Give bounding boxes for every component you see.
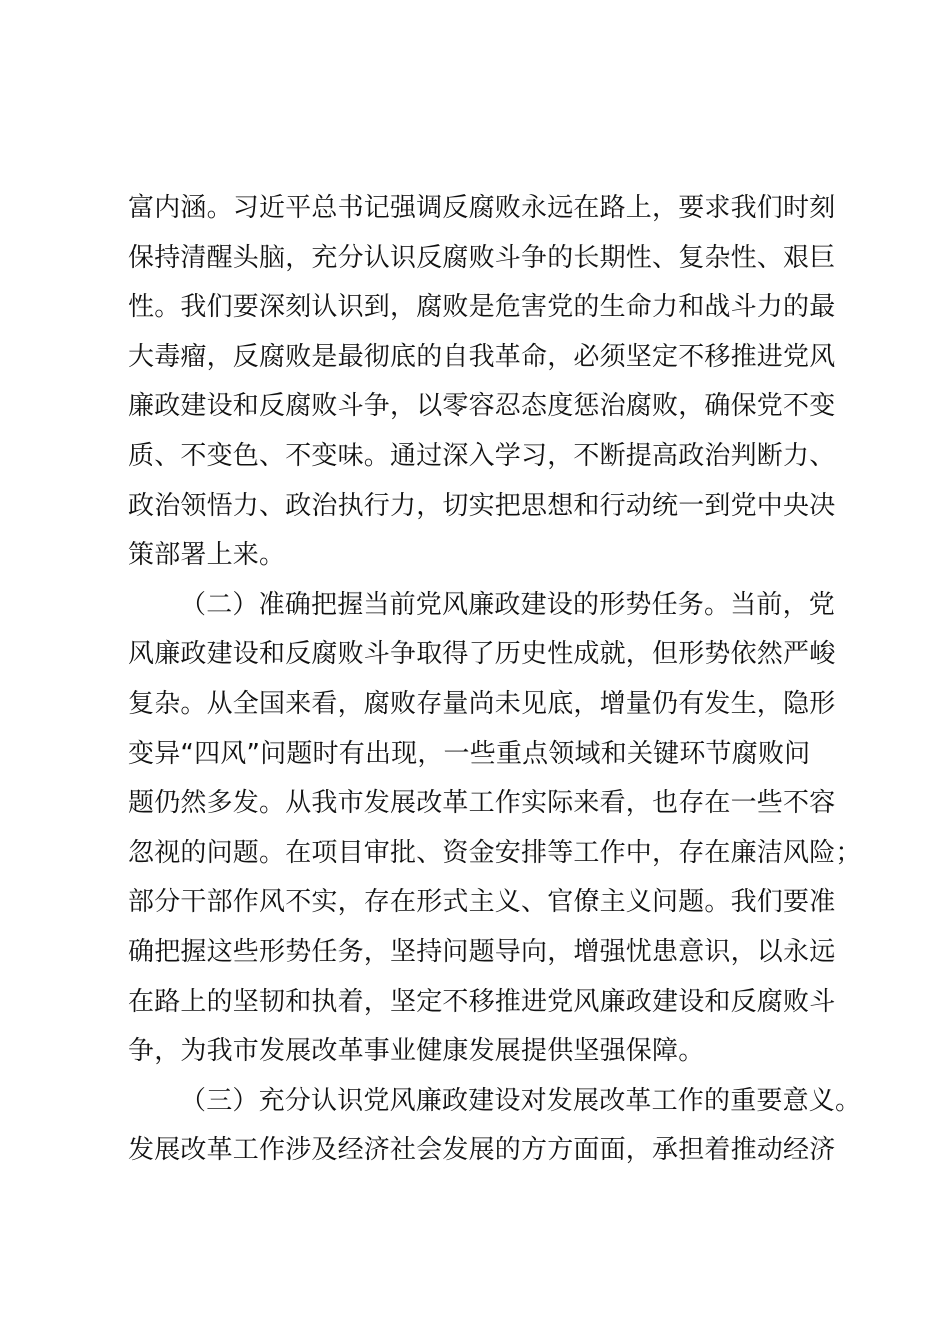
text-line: 题仍然多发。从我市发展改革工作实际来看，也存在一些不容 (128, 788, 836, 819)
text-line: （三）充分认识党风廉政建设对发展改革工作的重要意义。 (180, 1085, 862, 1116)
text-line: 风廉政建设和反腐败斗争取得了历史性成就，但形势依然严峻 (128, 639, 836, 670)
text-line: 在路上的坚韧和执着，坚定不移推进党风廉政建设和反腐败斗 (128, 986, 836, 1017)
text-line: 争，为我市发展改革事业健康发展提供坚强保障。 (128, 1036, 705, 1067)
text-line: 性。我们要深刻认识到，腐败是危害党的生命力和战斗力的最 (128, 292, 836, 323)
text-line: 富内涵。习近平总书记强调反腐败永远在路上，要求我们时刻 (128, 193, 836, 223)
text-line: 保持清醒头脑，充分认识反腐败斗争的长期性、复杂性、艰巨 (128, 242, 836, 273)
text-line: 发展改革工作涉及经济社会发展的方方面面，承担着推动经济 (128, 1135, 836, 1166)
text-line: （二）准确把握当前党风廉政建设的形势任务。当前，党 (180, 589, 836, 620)
text-line: 部分干部作风不实，存在形式主义、官僚主义问题。我们要准 (128, 887, 836, 918)
text-line: 大毒瘤，反腐败是最彻底的自我革命，必须坚定不移推进党风 (128, 341, 836, 372)
text-line: 质、不变色、不变味。通过深入学习，不断提高政治判断力、 (128, 440, 836, 471)
text-line: 廉政建设和反腐败斗争，以零容忍态度惩治腐败，确保党不变 (128, 391, 836, 422)
document-body (128, 184, 862, 1176)
text-line: 政治领悟力、政治执行力，切实把思想和行动统一到党中央决 (128, 490, 836, 521)
text-line: 复杂。从全国来看，腐败存量尚未见底，增量仍有发生，隐形 (128, 688, 836, 719)
text-line: 策部署上来。 (128, 540, 286, 571)
text-line: 忽视的问题。在项目审批、资金安排等工作中，存在廉洁风险； (128, 837, 862, 868)
text-line: 变异“四风”问题时有出现，一些重点领域和关键环节腐败问 (128, 738, 811, 769)
text-line: 确把握这些形势任务，坚持问题导向，增强忧患意识，以永远 (128, 936, 836, 967)
paragraph-3 (128, 1077, 862, 1176)
paragraph-1 (128, 184, 848, 581)
paragraph-2 (128, 581, 862, 1077)
